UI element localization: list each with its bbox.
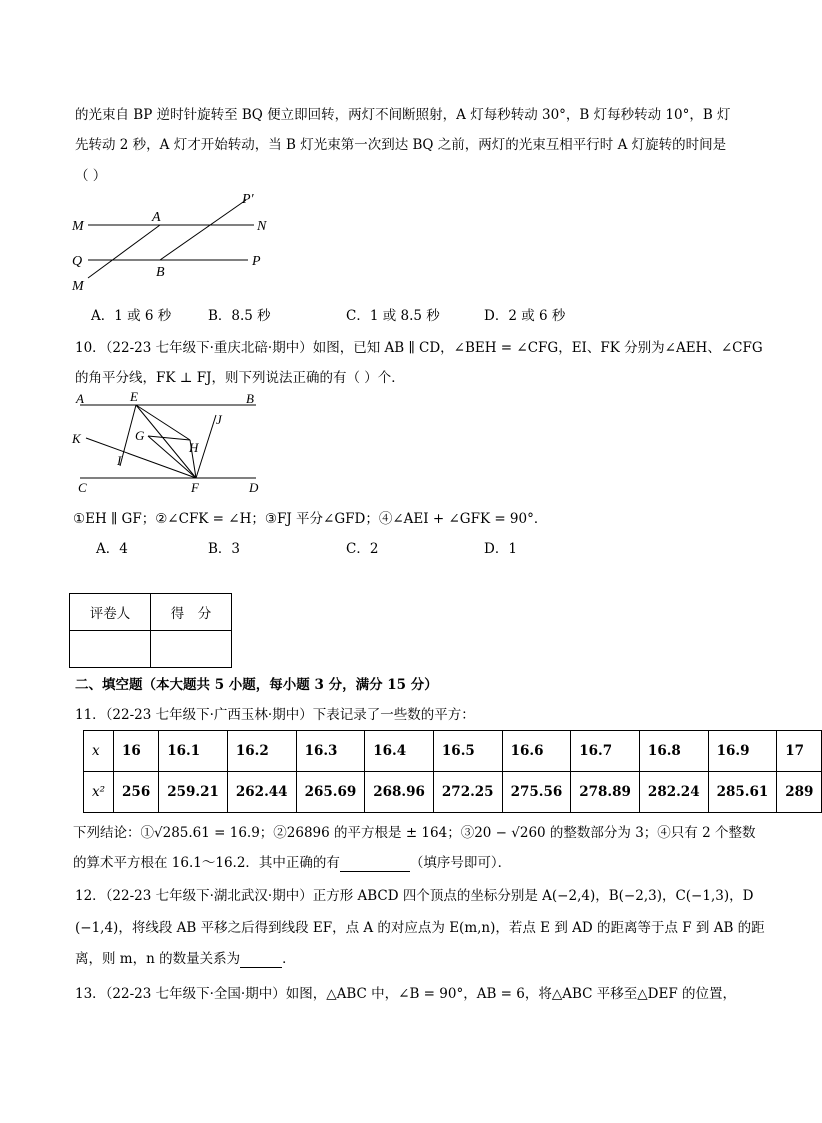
label-m-bottom: M — [72, 279, 84, 294]
cell-x-10: 17 — [777, 731, 822, 772]
cell-x2-1: 259.21 — [159, 772, 228, 813]
label-b: B — [156, 265, 165, 280]
label-c: C — [78, 480, 87, 495]
cell-x2-10: 289 — [777, 772, 822, 813]
label-a: A — [76, 391, 84, 406]
cell-x-4: 16.4 — [365, 731, 434, 772]
q13-text-line1: 13．（22-23 七年级下·全国·期中）如图，△ABC 中，∠B = 90°，AB = 6，将△ABC 平移至△DEF 的位置， — [75, 986, 736, 1002]
q10-option-d[interactable]: D．1 — [484, 541, 517, 557]
cell-x-9: 16.9 — [708, 731, 777, 772]
q10-option-b[interactable]: B．3 — [208, 541, 241, 557]
q9-option-b[interactable]: B．8.5 秒 — [208, 308, 271, 324]
seg-ei — [120, 405, 136, 466]
q10-figure — [66, 388, 266, 500]
q12-text-line3 — [75, 947, 296, 968]
label-p-prime: P′ — [242, 192, 254, 207]
q12-text: 离，则 m，n 的数量关系为 — [75, 951, 241, 967]
cell-x-6: 16.6 — [502, 731, 571, 772]
q9-figure — [66, 188, 286, 293]
seg-gh — [148, 436, 190, 440]
cell-x-8: 16.8 — [639, 731, 708, 772]
beam-a — [88, 225, 160, 278]
q9-text-line1: 的光束自 BP 逆时针旋转至 BQ 便立即回转，两灯不间断照射，A 灯每秒转动 30°，B 灯每秒转动 10°，B 灯 — [75, 107, 731, 123]
q12-suffix: ． — [282, 951, 296, 967]
q11-intro: 11．（22-23 七年级下·广西玉林·期中）下表记录了一些数的平方： — [75, 707, 475, 723]
cell-x2-6: 275.56 — [502, 772, 571, 813]
cell-x-3: 16.3 — [296, 731, 365, 772]
score-header: 得 分 — [151, 594, 232, 631]
cell-x2-3: 265.69 — [296, 772, 365, 813]
q10-option-c[interactable]: C．2 — [346, 541, 379, 557]
squares-table — [83, 730, 822, 813]
q11-conclusion-line1: 下列结论：①√285.61 = 16.9；②26896 的平方根是 ± 164；③20 − √260 的整数部分为 3；④只有 2 个整数 — [73, 825, 756, 841]
q9-text-line3: （ ） — [75, 168, 107, 184]
cell-x2-2: 262.44 — [227, 772, 296, 813]
q10-statements: ①EH ∥ GF；②∠CFK = ∠H；③FJ 平分∠GFD；④∠AEI + ∠GFK = 90°． — [73, 511, 548, 527]
cell-x2-5: 272.25 — [433, 772, 502, 813]
seg-fj — [196, 415, 216, 478]
label-d: D — [249, 480, 259, 495]
q12-text-line2: (−1,4)，将线段 AB 平移之后得到线段 EF，点 A 的对应点为 E(m,n)，若点 E 到 AD 的距离等于点 F 到 AB 的距 — [75, 920, 765, 936]
score-table — [69, 593, 232, 668]
label-p: P — [252, 254, 261, 269]
score-cell[interactable] — [151, 631, 232, 668]
table-row-x — [84, 731, 822, 772]
q12-answer-blank[interactable] — [240, 951, 282, 968]
cell-x-5: 16.5 — [433, 731, 502, 772]
cell-x2-7: 278.89 — [571, 772, 640, 813]
cell-x-1: 16.1 — [159, 731, 228, 772]
label-i: I — [117, 453, 122, 468]
label-g: G — [135, 428, 145, 443]
q9-option-d[interactable]: D．2 或 6 秒 — [484, 308, 566, 324]
q11-answer-blank[interactable] — [340, 855, 410, 872]
cell-x2-9: 285.61 — [708, 772, 777, 813]
label-f: F — [191, 480, 199, 495]
row-label-x: x — [84, 731, 114, 772]
cell-x2-8: 282.24 — [639, 772, 708, 813]
label-k: K — [72, 431, 81, 446]
q9-option-a[interactable]: A．1 或 6 秒 — [91, 308, 172, 324]
cell-x-7: 16.7 — [571, 731, 640, 772]
q10-option-a[interactable]: A．4 — [96, 541, 128, 557]
cell-x-2: 16.2 — [227, 731, 296, 772]
q11-conclusion-line2 — [73, 851, 511, 872]
q10-text-line1: 10．（22-23 七年级下·重庆北碚·期中）如图，已知 AB ∥ CD，∠BEH = ∠CFG，EI、FK 分别为∠AEH、∠CFG — [75, 340, 763, 356]
beam-b — [160, 200, 246, 260]
section2-title: 二、填空题（本大题共 5 小题，每小题 3 分，满分 15 分） — [75, 677, 438, 693]
label-j: J — [216, 412, 222, 427]
reviewer-cell[interactable] — [70, 631, 151, 668]
q9-option-c[interactable]: C．1 或 8.5 秒 — [346, 308, 440, 324]
label-n: N — [257, 219, 267, 234]
q11-conclusion-text: 的算术平方根在 16.1～16.2．其中正确的有 — [73, 855, 340, 871]
reviewer-header: 评卷人 — [70, 594, 151, 631]
q12-text-line1: 12．（22-23 七年级下·湖北武汉·期中）正方形 ABCD 四个顶点的坐标分别是 A(−2,4)，B(−2,3)，C(−1,3)，D — [75, 888, 754, 904]
cell-x-0: 16 — [114, 731, 159, 772]
q11-conclusion-suffix: （填序号即可）． — [409, 855, 512, 871]
row-label-x2: x² — [84, 772, 114, 813]
q10-text-line2: 的角平分线，FK ⊥ FJ，则下列说法正确的有（ ）个． — [75, 370, 405, 386]
cell-x2-4: 268.96 — [365, 772, 434, 813]
label-q: Q — [72, 254, 83, 269]
label-b: B — [246, 391, 254, 406]
q9-text-line2: 先转动 2 秒，A 灯才开始转动，当 B 灯光束第一次到达 BQ 之前，两灯的光束互相平行时 A 灯旋转的时间是 — [75, 137, 727, 153]
label-e: E — [130, 389, 138, 404]
label-a: A — [152, 210, 161, 225]
cell-x2-0: 256 — [114, 772, 159, 813]
table-row-x2 — [84, 772, 822, 813]
label-h: H — [189, 440, 199, 455]
label-m-top: M — [72, 219, 84, 234]
